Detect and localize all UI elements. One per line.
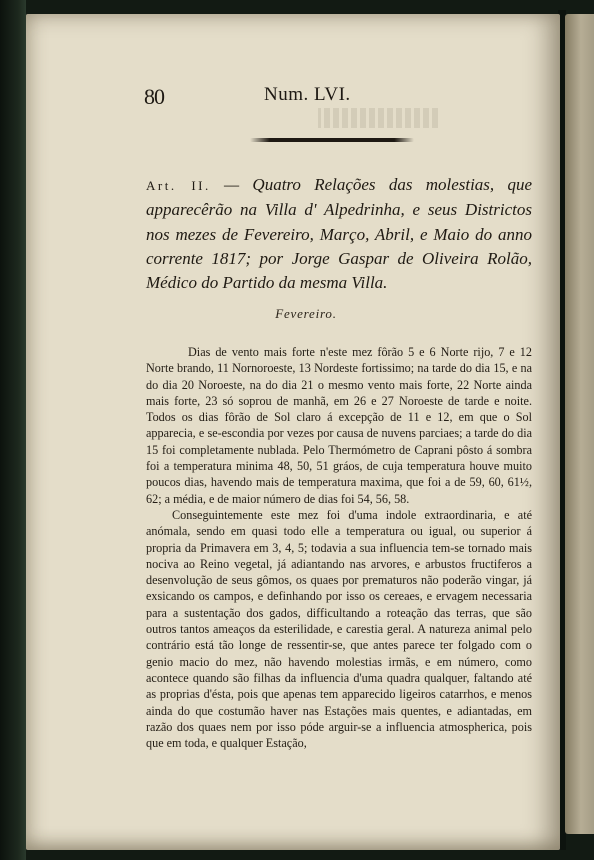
facing-page-edge bbox=[565, 14, 594, 834]
running-head: Num. LVI. bbox=[264, 84, 351, 105]
article-title bbox=[146, 173, 532, 295]
bleed-through-texture bbox=[318, 108, 438, 128]
article-body bbox=[146, 344, 532, 751]
decorative-rule bbox=[250, 138, 414, 142]
article-label: Art. II. bbox=[146, 178, 211, 193]
page-header bbox=[26, 78, 560, 108]
article-title-text: — Quatro Relações das molestias, que apparecêrão na Villa d' Alpedrinha, e seus Districtos nos mezes de Fevereiro, Março, Abril, e Maio do anno corrente 1817; por Jorge Gaspar de Oliveira Rolão, Médico do Partido da mesma Villa. bbox=[146, 175, 532, 293]
page-number: 80 bbox=[144, 84, 164, 109]
body-paragraph: Dias de vento mais forte n'este mez fôrão 5 e 6 Norte rijo, 7 e 12 Norte brando, 11 Nornoroeste, 13 Nordeste fortissimo; na tarde do dia 15, e na do dia 20 Noroeste, na do dia 21 o mesmo vento mais forte, 22 Norte ainda mais forte, 23 só soprou de manhã, em 26 e 27 Noroeste de tarde e noite. Todos os dias fôrão de Sol claro á excepção de 11 e 12, em que o Sol apparecia, e se-escondia por vezes por causa de nuvens parciaes; a tarde do dia 15 foi completamente nublada. Pelo Thermómetro de Caprani pôsto á sombra foi a temperatura minima 48, 50, 51 gráos, de cuja temperatura houve muito poucos dias, havendo mais de temperatura maxima, que foi a de 59, 60, 61½, 62; a média, e de maior número de dias foi 54, 56, 58. bbox=[146, 345, 532, 506]
section-title: Fevereiro. bbox=[275, 306, 337, 321]
scan-background-left bbox=[0, 0, 26, 860]
body-paragraph: Conseguintemente este mez foi d'uma indole extraordinaria, e até anómala, sendo em quasi todo elle a temperatura ou igual, ou superior á propria da Primavera em 3, 4, 5; todavia a sua influencia tem-se tornado mais nociva ao Reino vegetal, já adiantando nas arvores, e arbustos fructiferos a desenvolução de seus gômos, os quaes por prematuros não poderão vingar, já exsicando os campos, e definhando por isso os cereaes, e ervagem necessaria para a sustentação dos gados, difficultando a roteação das terras, que são outros tantos ameaços da esterilidade, e carestia geral. A natureza animal pelo contrário está tão longe de ressentir-se, que antes parece ter folgado com o genio macio do mez, não havendo molestias irmãs, e em número, como acontece quando são filhas da influencia d'uma quadra qualquer, faltando até as proprias d'ésta, pois que apenas tem apparecido ligeiros catarrhos, e menos ainda do que costumão haver nas Estações mais quentes, e adiantadas, em razão dos quaes nem por isso póde arguir-se a influencia atmospherica, pois que em toda, e qualquer Estação, bbox=[146, 507, 532, 751]
